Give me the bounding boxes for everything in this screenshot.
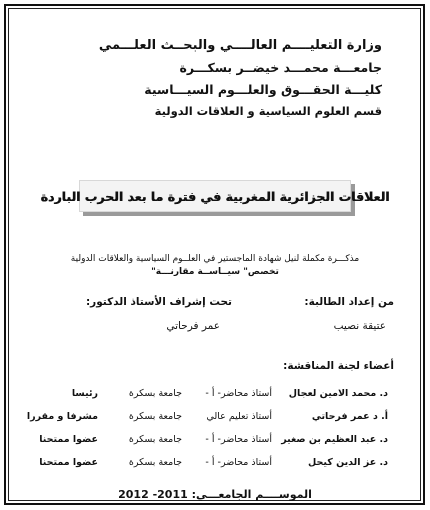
student-name: عتيقة نصيب bbox=[333, 320, 386, 332]
supervisor-name: عمر فرحاتي bbox=[166, 320, 220, 332]
thesis-title: العلاقات الجزائرية المغربية في فترة ما بعد الحرب الباردة bbox=[40, 188, 390, 204]
member-university: جامعة بسكرة bbox=[128, 457, 182, 468]
member-name: د. محمد الامين لعجال bbox=[288, 388, 388, 399]
committee-row bbox=[0, 457, 430, 473]
department-heading: قسم العلوم السياسية و العلاقات الدولية bbox=[154, 104, 382, 118]
committee-row bbox=[0, 411, 430, 427]
member-university: جامعة بسكرة bbox=[128, 411, 182, 422]
specialization: تخصص" سيــاســة مقارنـــة" bbox=[151, 267, 279, 277]
member-university: جامعة بسكرة bbox=[128, 388, 182, 399]
thesis-note: مذكـــرة مكملة لنيل شهادة الماجستير في العلــوم السياسية والعلاقات الدولية bbox=[70, 254, 360, 264]
prepared-by-label: من إعداد الطالبة: bbox=[304, 296, 394, 308]
member-name: د. عز الدين كيحل bbox=[308, 457, 388, 468]
member-role: مشرفا و مقررا bbox=[26, 411, 98, 422]
committee-row bbox=[0, 434, 430, 450]
academic-year: الموســــم الجامعـــي: 2011- 2012 bbox=[118, 488, 312, 501]
member-rank: أستاذ محاضر- أ - bbox=[205, 434, 272, 445]
member-name: د. عبد العظيم بن صغير bbox=[281, 434, 388, 445]
member-role: عضوا ممتحنا bbox=[39, 434, 98, 445]
supervisor-label: تحت إشراف الأستاذ الدكتور: bbox=[85, 296, 232, 308]
member-rank: أستاذ تعليم عالي bbox=[206, 411, 272, 422]
committee-row bbox=[0, 388, 430, 404]
member-rank: أستاذ محاضر- أ - bbox=[205, 388, 272, 399]
faculty-heading: كليـــة الحقـــوق والعلـــوم السيـــاسية bbox=[144, 82, 382, 97]
university-heading: جامعـــة محمـــد خيضــر بسكـــرة bbox=[179, 60, 382, 75]
member-name: أ. د عمر فرحاتي bbox=[311, 411, 388, 422]
member-university: جامعة بسكرة bbox=[128, 434, 182, 445]
member-rank: أستاذ محاضر- أ - bbox=[205, 457, 272, 468]
member-role: عضوا ممتحنا bbox=[39, 457, 98, 468]
committee-label: أعضاء لجنة المناقشة: bbox=[283, 360, 394, 372]
thesis-title-box bbox=[40, 180, 390, 212]
ministry-heading: وزارة التعليــــم العالــــي والبحــث العلـــمي bbox=[98, 38, 382, 53]
member-role: رئيسا bbox=[71, 388, 98, 399]
